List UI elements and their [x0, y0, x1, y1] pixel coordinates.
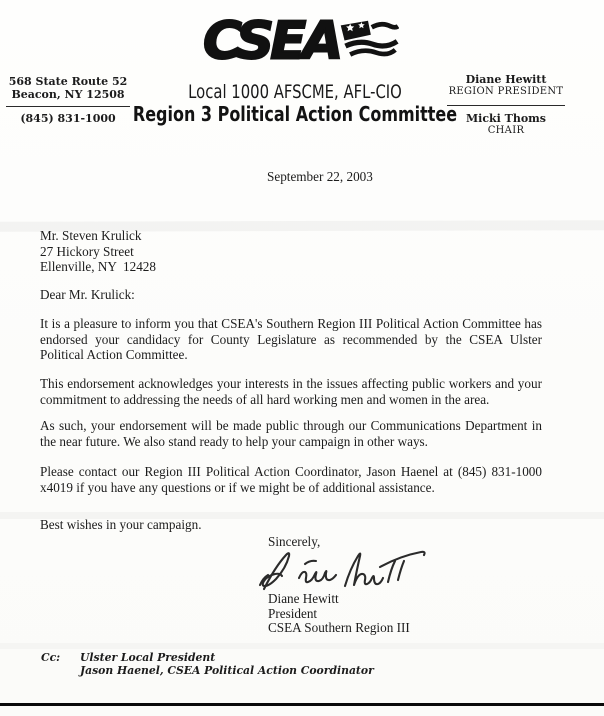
body-paragraph: This endorsement acknowledges your interests in the issues affecting public workers and your commitment to addressing the needs of all hard working men and women in the area. — [40, 376, 542, 407]
cc-line: Jason Haenel, CSEA Political Action Coordinator — [80, 664, 374, 677]
cc-block — [41, 651, 374, 677]
phone-number: (845) 831-1000 — [20, 112, 116, 125]
chair-name: Micki Thoms — [465, 112, 547, 125]
region-president-name: Diane Hewitt — [465, 73, 547, 86]
body-paragraph: Best wishes in your campaign. — [40, 517, 202, 532]
address-line-1: 568 State Route 52 — [8, 75, 128, 88]
cc-line: Ulster Local President — [80, 651, 216, 664]
flag-icon — [337, 18, 399, 66]
local-union-line: Local 1000 AFSCME, AFL-CIO — [188, 81, 402, 103]
salutation: Dear Mr. Krulick: — [40, 287, 135, 302]
closing: Sincerely, — [268, 534, 321, 549]
csea-logo — [85, 11, 505, 80]
scan-edge-line — [0, 703, 604, 706]
recipient-address — [40, 228, 156, 275]
body-paragraph: Please contact our Region III Political Action Coordinator, Jason Haenel at (845) 831-1000 x4019 if you have any questions or if we might be of additional assistance. — [40, 464, 542, 495]
scan-streak — [0, 643, 604, 649]
address-line-2: Beacon, NY 12508 — [11, 88, 125, 101]
letterhead-center-block — [85, 11, 505, 126]
region-president-title: REGION PRESIDENT — [448, 86, 564, 97]
letter-date: September 22, 2003 — [267, 169, 373, 184]
signer-name: Diane Hewitt — [268, 591, 339, 606]
signer-title: President — [268, 605, 318, 621]
body-paragraph: As such, your endorsement will be made public through our Communications Department in the near future. We also stand ready to help your campaign in other ways. — [40, 418, 542, 449]
cc-label: Cc: — [41, 651, 61, 664]
chair-title: CHAIR — [487, 125, 525, 136]
recipient-name: Mr. Steven Krulick — [40, 228, 142, 243]
recipient-city: Ellenville, NY 12428 — [40, 259, 156, 274]
csea-logo-text: CSEA — [203, 11, 340, 72]
letterhead-officers-block — [447, 73, 565, 137]
signature-block — [268, 592, 410, 636]
letterhead-right-divider — [447, 105, 565, 106]
recipient-street: 27 Hickory Street — [40, 243, 134, 259]
signer-org: CSEA Southern Region III — [268, 620, 410, 635]
committee-name: Region 3 Political Action Committee — [132, 102, 458, 126]
body-paragraph: It is a pleasure to inform you that CSEA's Southern Region III Political Action Committee has endorsed your candidacy for County Legislature as recommended by the CSEA Ulster Political Action Committee. — [40, 316, 542, 362]
